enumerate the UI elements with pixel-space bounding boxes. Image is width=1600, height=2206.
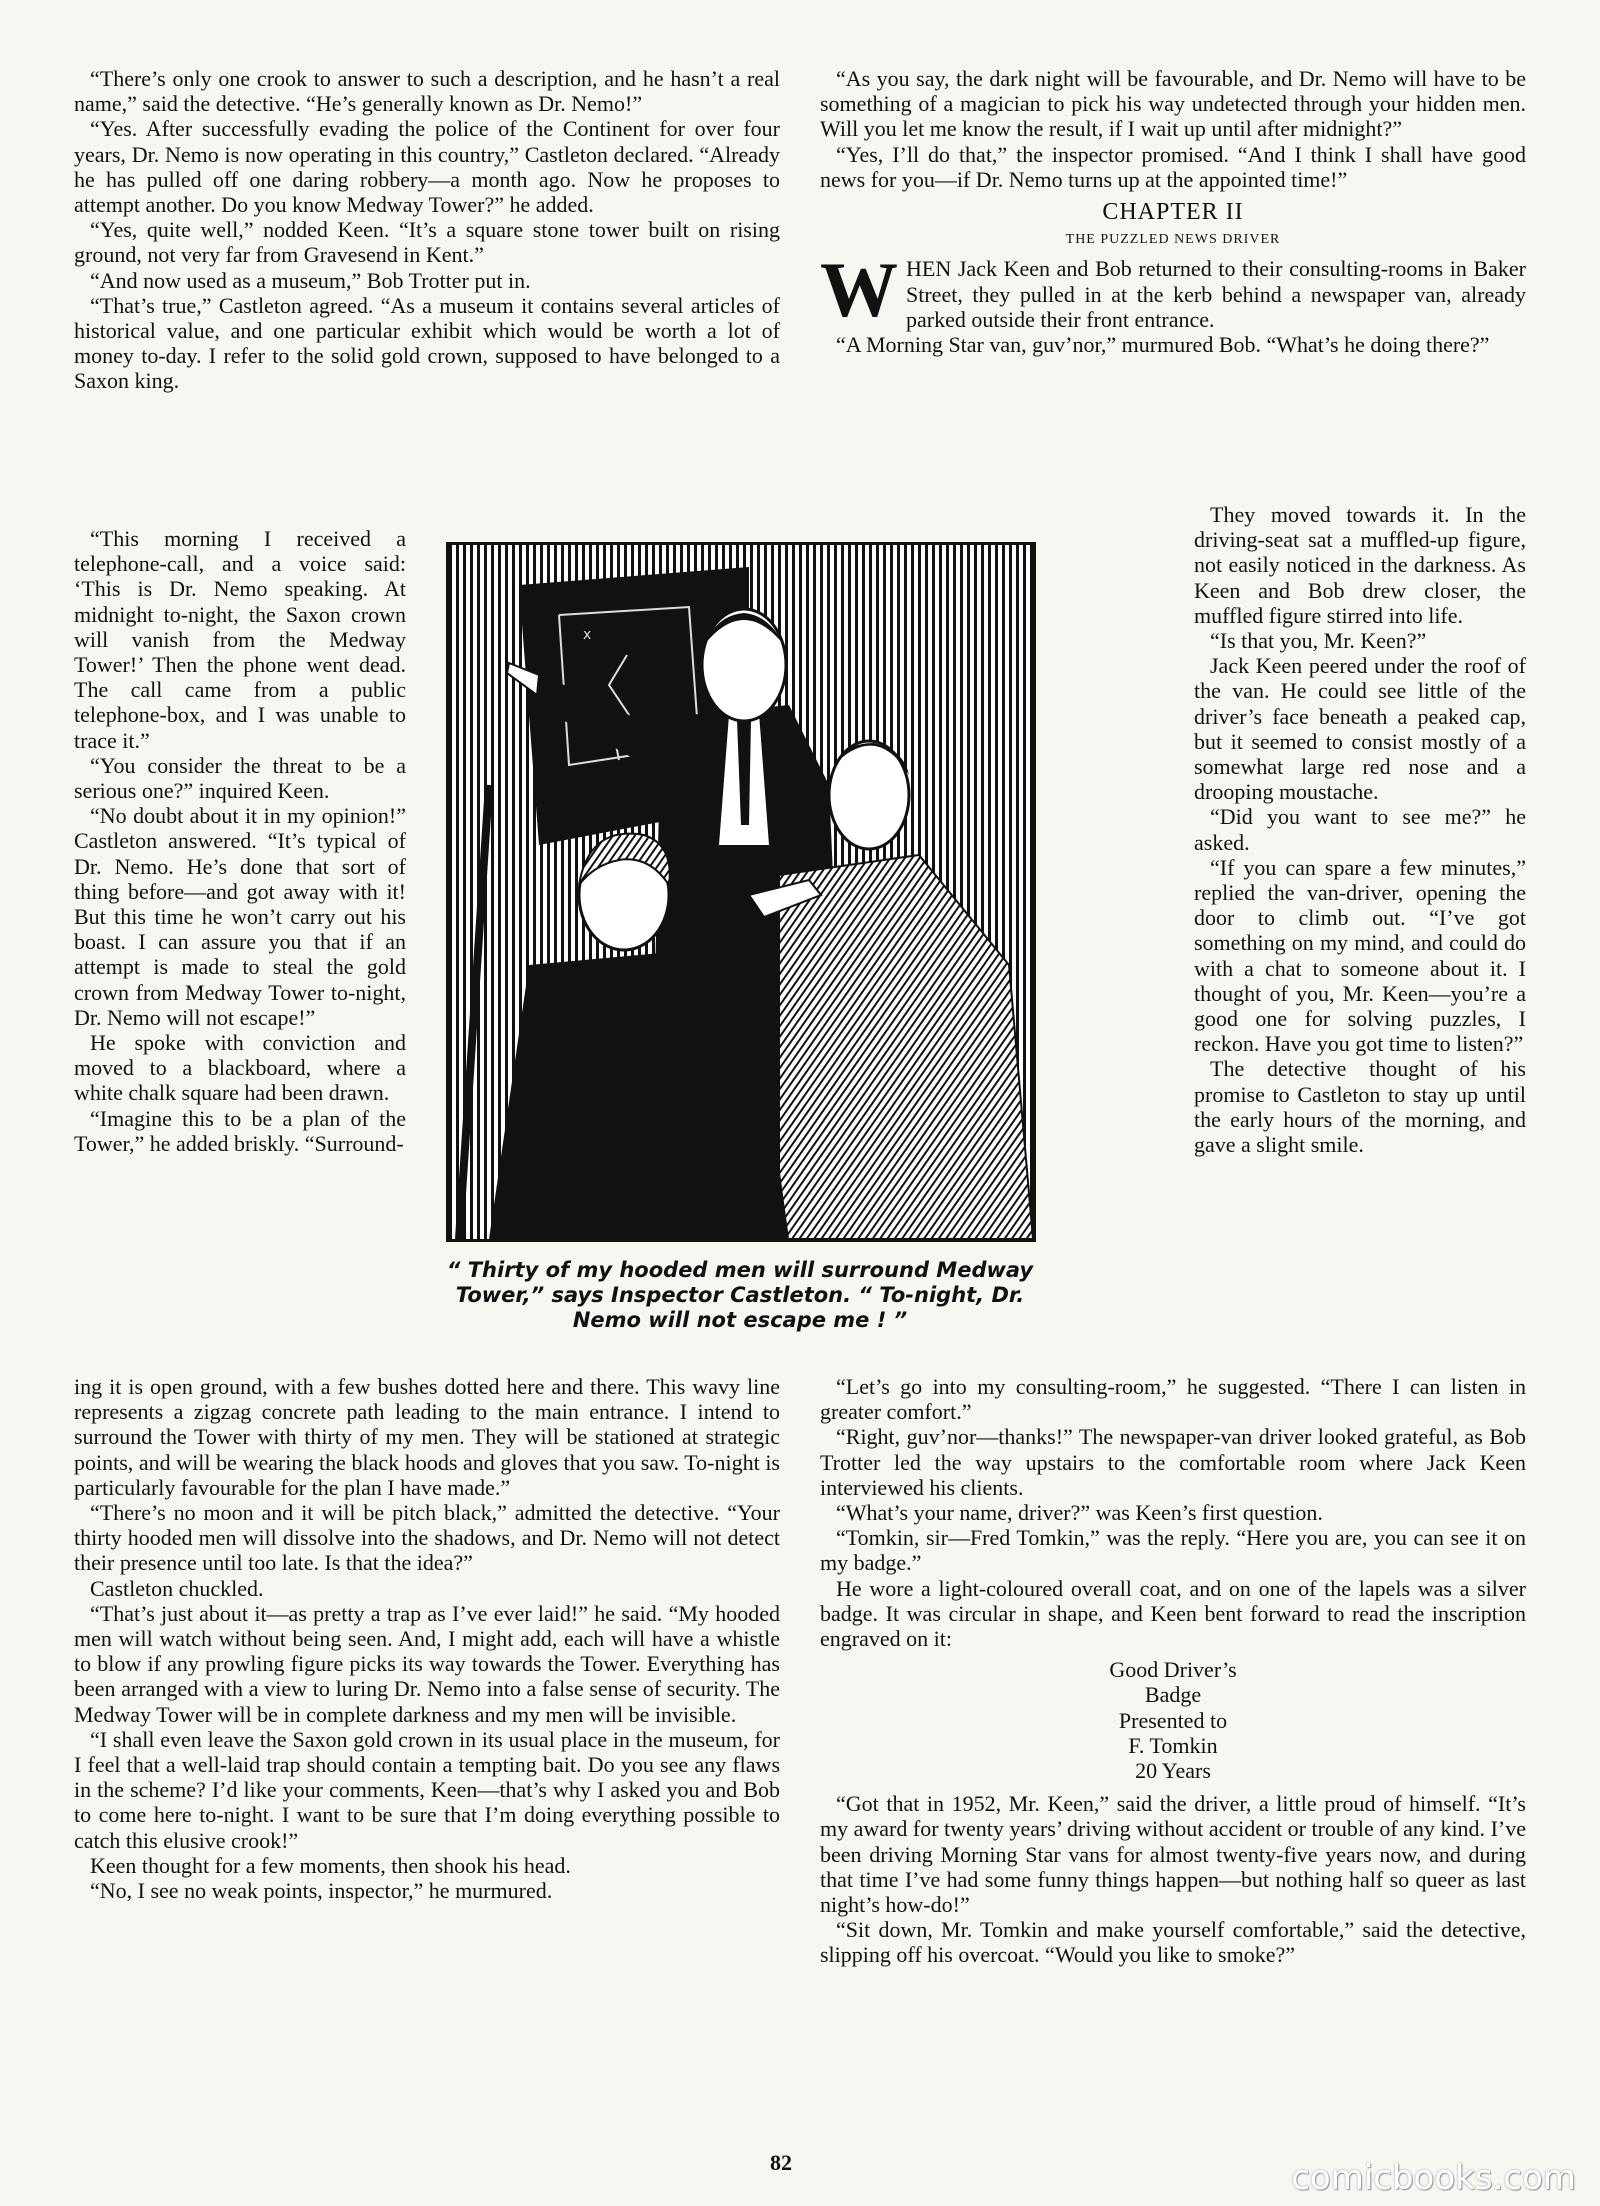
illustration-drawing: [449, 545, 1033, 1239]
badge-inscription: [820, 1657, 1526, 1783]
paragraph: “Yes, I’ll do that,” the inspector promised. “And I think I shall have good news for you—if Dr. Nemo turns up at the appointed time!”: [820, 141, 1526, 192]
inspector-head: [702, 609, 786, 721]
watermark: comicbooks.com: [1291, 2158, 1576, 2198]
paragraph: “Did you want to see me?” he asked.: [1194, 804, 1526, 855]
paragraph: “No, I see no weak points, inspector,” he murmured.: [90, 1878, 553, 1904]
page-number: 82: [770, 2150, 792, 2175]
left-column-top: [74, 66, 780, 394]
paragraph: “Imagine this to be a plan of the Tower,” he added briskly. “Surround-: [74, 1105, 406, 1156]
paragraph: “There’s only one crook to answer to such a description, and he hasn’t a real name,” said the detective. “He’s generally known as Dr. Nemo!”: [74, 66, 780, 117]
paragraph: “What’s your name, driver?” was Keen’s first question.: [836, 1500, 1323, 1526]
chalk-mark: x: [583, 627, 592, 643]
left-column-bottom: [74, 1374, 780, 1903]
paragraph: “Right, guv’nor—thanks!” The newspaper-van driver looked grateful, as Bob Trotter led the way upstairs to the comfortable room where Jack Keen interviewed his clients.: [820, 1424, 1526, 1500]
paragraph: They moved towards it. In the driving-seat sat a muffled-up figure, not easily noticed in the darkness. As Keen and Bob drew closer, the muffled figure stirred into life.: [1194, 502, 1526, 628]
paragraph: “I shall even leave the Saxon gold crown in its usual place in the museum, for I feel that a well-laid trap should contain a tempting bait. Do you see any flaws in the scheme? I’d like your comments, Keen—that’s why I asked you and Bob to come here to-night. I want to be sure that I’m doing everything possible to catch this elusive crook!”: [74, 1726, 780, 1853]
paragraph: “Got that in 1952, Mr. Keen,” said the driver, a little proud of himself. “It’s my award for twenty years’ driving without accident or trouble of any kind. I’ve been driving Morning Star vans for almost twenty-five years now, and during that time I’ve had some funny things happen—but nothing half so queer as last night’s how-do!”: [820, 1791, 1526, 1918]
illustration: [446, 542, 1036, 1242]
paragraph: “You consider the threat to be a serious one?” inquired Keen.: [74, 752, 406, 804]
paragraph: Castleton chuckled.: [90, 1575, 264, 1601]
paragraph: “As you say, the dark night will be favourable, and Dr. Nemo will have to be something of a magician to pick his way undetected through your hidden men. Will you let me know the result, if I wait up until after midnight?”: [820, 66, 1526, 142]
paragraph: “There’s no moon and it will be pitch black,” admitted the detective. “Your thirty hooded men will dissolve into the shadows, and Dr. Nemo will not detect their presence until too late. Is that the idea?”: [74, 1500, 780, 1576]
paragraph: The detective thought of his promise to Castleton to stay up until the early hours of the morning, and gave a slight smile.: [1194, 1056, 1526, 1158]
paragraph: “Sit down, Mr. Tomkin and make yourself comfortable,” said the detective, slipping off his overcoat. “Would you like to smoke?”: [820, 1917, 1526, 1968]
paragraph: Keen thought for a few moments, then shook his head.: [90, 1852, 571, 1878]
paragraph: “Yes, quite well,” nodded Keen. “It’s a square stone tower built on rising ground, not very far from Gravesend in Kent.”: [74, 217, 780, 268]
paragraph: “That’s just about it—as pretty a trap as I’ve ever laid!” he said. “My hooded men will watch without being seen. And, I might add, each will have a whistle to blow if any prowling figure picks its way towards the Tower. Everything has been arranged with a view to luring Dr. Nemo into a false sense of security. The Medway Tower will be in complete darkness and my men will be invisible.: [74, 1600, 780, 1727]
right-column-top: [820, 66, 1526, 357]
paragraph: “Is that you, Mr. Keen?”: [1210, 628, 1427, 654]
paragraph: “Tomkin, sir—Fred Tomkin,” was the reply. “Here you are, you can see it on my badge.”: [820, 1525, 1526, 1576]
paragraph: He spoke with conviction and moved to a blackboard, where a white chalk square had been drawn.: [74, 1030, 406, 1106]
badge-line: Presented to: [1118, 1707, 1228, 1733]
paragraph: Jack Keen peered under the roof of the van. He could see little of the driver’s face beneath a peaked cap, but it seemed to consist mostly of a somewhat large red nose and a drooping moustache.: [1194, 653, 1526, 805]
right-column-narrow: [1194, 502, 1526, 1157]
paragraph: He wore a light-coloured overall coat, and on one of the lapels was a silver badge. It was circular in shape, and Keen bent forward to read the inscription engraved on it:: [820, 1575, 1526, 1652]
badge-line: F. Tomkin: [1128, 1732, 1218, 1758]
paragraph: “This morning I received a telephone-call, and a voice said: ‘This is Dr. Nemo speaking. At midnight to-night, the Saxon crown will vanish from the Medway Tower!’ Then the phone went dead. The call came from a public telephone-box, and I was unable to trace it.”: [74, 526, 406, 753]
paragraph: “Yes. After successfully evading the police of the Continent for over four years, Dr. Nemo is now operating in this country,” Castleton declared. “Already he has pulled off one daring robbery—a month ago. Now he proposes to attempt another. Do you know Medway Tower?” he added.: [74, 116, 780, 218]
chapter-subtitle: THE PUZZLED NEWS DRIVER: [1065, 232, 1281, 248]
drop-cap: W: [820, 246, 898, 334]
paragraph: “A Morning Star van, guv’nor,” murmured Bob. “What’s he doing there?”: [836, 332, 1490, 358]
paragraph: “If you can spare a few minutes,” replied the van-driver, opening the door to climb out. “I’ve got something on my mind, and could do with a chat to someone about it. I thought of you, Mr. Keen—you’re a good one for solving puzzles, I reckon. Have you got time to listen?”: [1194, 854, 1526, 1057]
paragraph: “Let’s go into my consulting-room,” he suggested. “There I can listen in greater comfort.”: [820, 1374, 1526, 1425]
listener-left-coat: [489, 945, 789, 1239]
badge-line: Badge: [1144, 1682, 1202, 1708]
right-column-bottom: [820, 1374, 1526, 1968]
badge-line: 20 Years: [1135, 1758, 1211, 1784]
chapter-title: CHAPTER II: [1102, 199, 1244, 226]
paragraph: “That’s true,” Castleton agreed. “As a museum it contains several articles of historical value, and one particular exhibit which would be worth a lot of money to-day. I refer to the solid gold crown, supposed to have belonged to a Saxon king.: [74, 292, 780, 394]
paragraph: “And now used as a museum,” Bob Trotter put in.: [90, 267, 531, 293]
illustration-caption: “ Thirty of my hooded men will surround Medway Tower,” says Inspector Castleton. “ To-night, Dr. Nemo will not escape me ! ”: [446, 1258, 1034, 1332]
paragraph: ing it is open ground, with a few bushes dotted here and there. This wavy line represents a zigzag concrete path leading to the main entrance. I intend to surround the Tower with thirty of my men. They will be stationed at strategic points, and will be wearing the black hoods and gloves that you saw. To-night is particularly favourable for the plan I have made.”: [74, 1374, 780, 1500]
chapter-opening-paragraph: [820, 246, 1526, 334]
chapter-opening-text: HEN Jack Keen and Bob returned to their consulting-rooms in Baker Street, they pulled in at the kerb behind a newspaper van, already parked outside their front entrance.: [906, 256, 1526, 332]
left-column-narrow: [74, 526, 406, 1156]
paragraph: “No doubt about it in my opinion!” Castleton answered. “It’s typical of Dr. Nemo. He’s done that sort of thing before—and got away with it! But this time he won’t carry out his boast. I can assure you that if an attempt is made to steal the gold crown from Medway Tower to-night, Dr. Nemo will not escape!”: [74, 803, 406, 1030]
badge-line: Good Driver’s: [1109, 1657, 1237, 1683]
